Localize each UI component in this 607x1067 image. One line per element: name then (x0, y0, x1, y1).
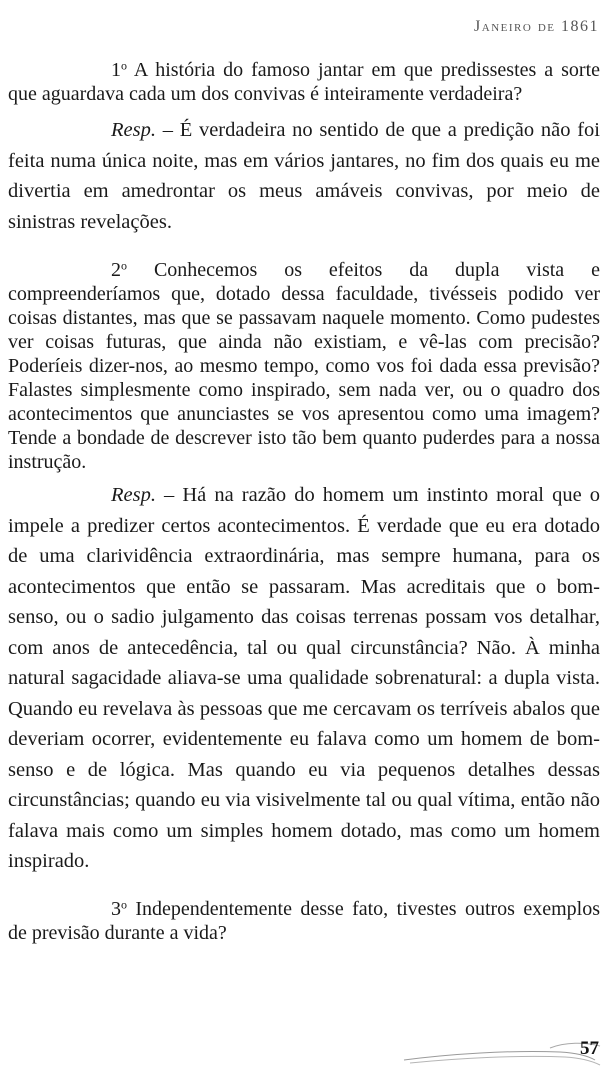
ordinal-mark: o (121, 896, 127, 911)
question-text: A história do famoso jantar em que predissestes a sorte que aguardava cada um dos convivas é inteiramente verdadeira? (8, 59, 600, 105)
resp-label: Resp. (111, 119, 156, 141)
running-head: Janeiro de 1861 (474, 18, 599, 35)
decorative-swoosh (400, 1036, 607, 1067)
question-3 (8, 897, 600, 945)
answer-text: – É verdadeira no sentido de que a predição não foi feita numa única noite, mas em vários jantares, no fim dos quais eu me divertia em amedrontar os meus amáveis convivas, por meio de sinistras revelações. (8, 119, 600, 233)
question-1 (8, 58, 600, 106)
ordinal-mark: o (121, 258, 127, 273)
answer-2 (8, 480, 600, 877)
question-number: 3 (111, 897, 121, 920)
ordinal-mark: o (121, 58, 127, 73)
page-number: 57 (580, 1038, 599, 1059)
question-number: 1 (111, 59, 121, 81)
question-2 (8, 258, 600, 474)
resp-label: Resp. (111, 484, 156, 506)
answer-1 (8, 115, 600, 237)
page-body (8, 58, 600, 945)
question-text: Conhecemos os efeitos da dupla vista e compreenderíamos que, dotado dessa faculdade, tivésseis podido ver coisas distantes, mas que se passavam naquele momento. Como pudestes ver coisas futuras, que ainda não existiam, e vê-las com precisão? Poderíeis dizer-nos, ao mesmo tempo, como vos foi dada essa previsão? Falastes simplesmente como inspirado, sem nada ver, ou o quadro dos acontecimentos que anunciastes se vos apresentou como uma imagem? Tende a bondade de descrever isto tão bem quanto puderdes para a nossa instrução. (8, 259, 600, 473)
question-text: Independentemente desse fato, tivestes outros exemplos de previsão durante a vida? (8, 897, 600, 944)
answer-text: – Há na razão do homem um instinto moral que o impele a predizer certos acontecimentos. É verdade que eu era dotado de uma clarividência extraordinária, mas sempre humana, para os acontecimentos que então se passaram. Mas acreditais que o bom-senso, ou o sadio julgamento das coisas terrenas possam vos detalhar, com anos de antecedência, tal ou qual circunstância? Não. À minha natural sagacidade aliava-se uma qualidade sobrenatural: a dupla vista. Quando eu revelava às pessoas que me cercavam os terríveis abalos que deveriam ocorrer, evidentemente eu falava como um homem de bom-senso e de lógica. Mas quando eu via pequenos detalhes dessas circunstâncias; quando eu via visivelmente tal ou qual vítima, então não falava mais como um simples homem dotado, mas como um homem inspirado. (8, 484, 600, 872)
question-number: 2 (111, 259, 121, 281)
